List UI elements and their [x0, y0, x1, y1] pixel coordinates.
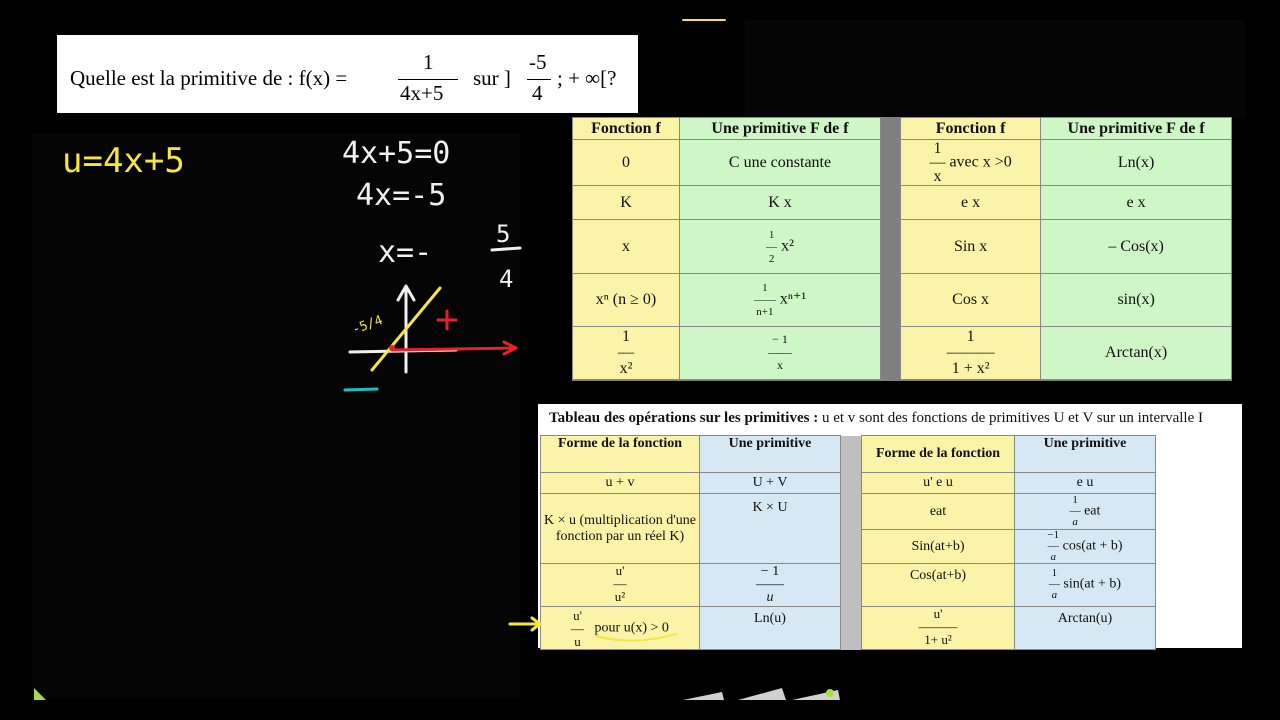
header-forme: Forme de la fonction [541, 436, 700, 473]
question-sur: sur ] [473, 66, 511, 90]
bottom-tools [683, 688, 840, 700]
header-fonction-f: Fonction f [573, 118, 680, 140]
header-primitive: Une primitive [700, 436, 841, 473]
hw-eq3-num: 5 [496, 220, 511, 248]
operations-title: Tableau des opérations sur les primitives : u et v sont des fonctions de primitives U et V sur un intervalle I [549, 410, 1203, 426]
header-primitive: Une primitive [1015, 436, 1156, 473]
cell: C une constante [680, 140, 881, 186]
cell: K × u (multiplication d'une fonction par un réel K) [541, 494, 700, 564]
cell: u' e u [862, 473, 1015, 494]
hw-eq2: 4x=-5 [356, 178, 447, 213]
cell: Ln(x) [1041, 140, 1232, 186]
hw-point [389, 345, 395, 351]
cell: eat [862, 494, 1015, 530]
cell: Sin(at+b) [862, 530, 1015, 564]
cell: 1 ——— 1 + x² [901, 327, 1041, 380]
hw-eq1: 4x+5=0 [342, 136, 451, 171]
corner-marker [34, 688, 46, 700]
cell: 1 — x² [573, 327, 680, 380]
hw-eq3-den: 4 [499, 265, 514, 293]
cell: − 1 —— x [680, 327, 881, 380]
cell: Arctan(x) [1041, 327, 1232, 380]
cell: e u [1015, 473, 1156, 494]
cell: u' ——— 1+ u² [862, 607, 1015, 650]
cell: 1 — a sin(at + b) [1015, 564, 1156, 607]
hw-cyan-mark [345, 389, 377, 390]
cell: K x [680, 186, 881, 220]
cell: xⁿ (n ≥ 0) [573, 274, 680, 327]
cell: e x [901, 186, 1041, 220]
hw-bound-label: -5/4 [350, 312, 385, 338]
hw-u-equation: u=4x+5 [62, 141, 185, 181]
cell: u' — u² [541, 564, 700, 607]
cell: Ln(u) [700, 607, 841, 650]
header-primitive: Une primitive F de f [680, 118, 881, 140]
header-primitive: Une primitive F de f [1041, 118, 1232, 140]
cell: u + v [541, 473, 700, 494]
cell: U + V [700, 473, 841, 494]
bound-num: -5 [529, 50, 547, 74]
header-forme: Forme de la fonction [862, 436, 1015, 473]
cell: e x [1041, 186, 1232, 220]
cell: u' — u pour u(x) > 0 [541, 607, 700, 650]
cell: 1 —— n+1 xⁿ⁺¹ [680, 274, 881, 327]
cell: 1 — a eat [1015, 494, 1156, 530]
hw-plus [438, 311, 456, 329]
cell: 1 — 2 x² [680, 220, 881, 274]
cell: sin(x) [1041, 274, 1232, 327]
cell: – Cos(x) [1041, 220, 1232, 274]
question-prefix: Quelle est la primitive de : f(x) = [70, 66, 348, 90]
header-fonction-f: Fonction f [901, 118, 1041, 140]
question-suffix: ; + ∞[? [557, 66, 617, 90]
hw-eq3: x=- [378, 235, 433, 270]
cell: Sin x [901, 220, 1041, 274]
cell: − 1 —— u [700, 564, 841, 607]
cell: x [573, 220, 680, 274]
cell: 0 [573, 140, 680, 186]
bound-den: 4 [532, 81, 543, 105]
hw-arrow [510, 618, 540, 630]
cell: −1 — a cos(at + b) [1015, 530, 1156, 564]
cell: 1 — x avec x >0 [901, 140, 1041, 186]
question-num: 1 [423, 50, 434, 74]
cell: K [573, 186, 680, 220]
hw-underline [596, 634, 676, 641]
cell: Cos x [901, 274, 1041, 327]
cell: Cos(at+b) [862, 564, 1015, 607]
cell: K × U [700, 494, 841, 564]
question-den: 4x+5 [400, 81, 444, 105]
cell: Arctan(u) [1015, 607, 1156, 650]
hw-frac-line [492, 248, 520, 250]
